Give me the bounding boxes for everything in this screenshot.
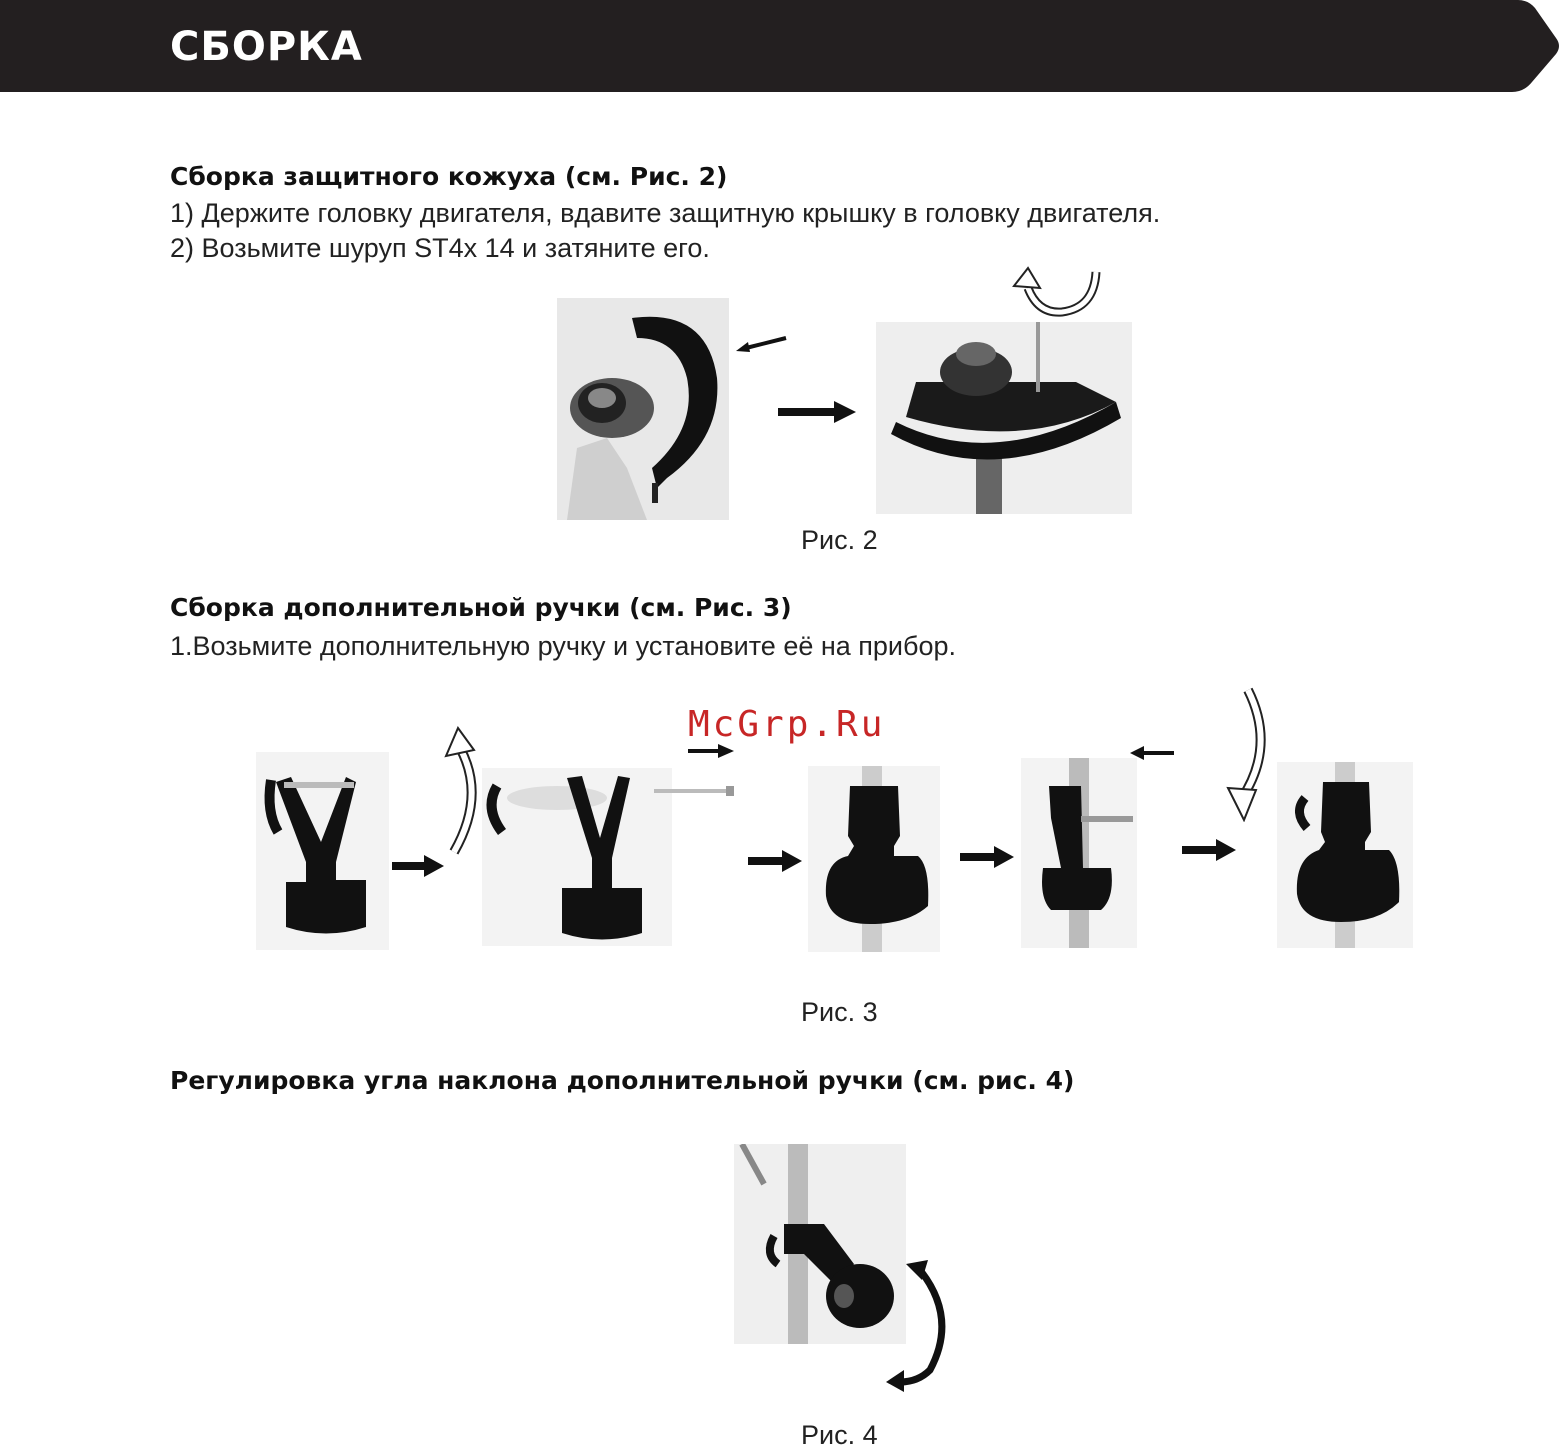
arrow-right-icon — [960, 846, 1014, 868]
figure-caption: Рис. 2 — [801, 525, 878, 555]
figure-caption: Рис. 4 — [801, 1420, 878, 1450]
section-heading-handle: Сборка дополнительной ручки (см. Рис. 3) — [170, 593, 792, 622]
figure-3-photo-4 — [1021, 758, 1137, 948]
figure-2-photo-tighten-screw — [876, 322, 1132, 514]
arrow-right-icon — [688, 742, 734, 760]
arrow-right-icon — [1182, 839, 1236, 861]
rotate-arrow-icon — [882, 1258, 954, 1392]
figure-3-photo-3 — [808, 766, 940, 952]
watermark-text: McGrp.Ru — [688, 704, 886, 745]
header-banner — [0, 0, 1562, 92]
figure-caption: Рис. 3 — [801, 997, 878, 1027]
step-text: 2) Возьмите шуруп ST4x 14 и затяните его. — [170, 233, 710, 263]
figure-3-photo-1 — [256, 752, 389, 950]
figure-3-photo-2 — [482, 768, 672, 946]
figure-2-photo-press-guard — [557, 298, 729, 520]
section-heading-angle: Регулировка угла наклона дополнительной ручки (см. рис. 4) — [170, 1066, 1075, 1095]
curved-arrow-icon — [440, 726, 484, 858]
rotate-arrow-icon — [1010, 266, 1102, 318]
section-heading-guard: Сборка защитного кожуха (см. Рис. 2) — [170, 162, 728, 191]
arrow-right-icon — [392, 855, 444, 877]
screw-icon — [654, 786, 736, 796]
arrow-right-icon — [778, 401, 856, 423]
arrow-left-icon — [1130, 744, 1174, 762]
step-text: 1.Возьмите дополнительную ручку и установите её на прибор. — [170, 631, 957, 661]
step-text: 1) Держите головку двигателя, вдавите защитную крышку в головку двигателя. — [170, 198, 1161, 228]
figure-4-photo-angle — [734, 1144, 906, 1344]
curved-arrow-icon — [1224, 686, 1274, 822]
figure-3-photo-5 — [1277, 762, 1413, 948]
arrow-right-icon — [748, 850, 802, 872]
page-title: СБОРКА — [170, 24, 363, 70]
arrow-left-icon — [732, 334, 788, 356]
